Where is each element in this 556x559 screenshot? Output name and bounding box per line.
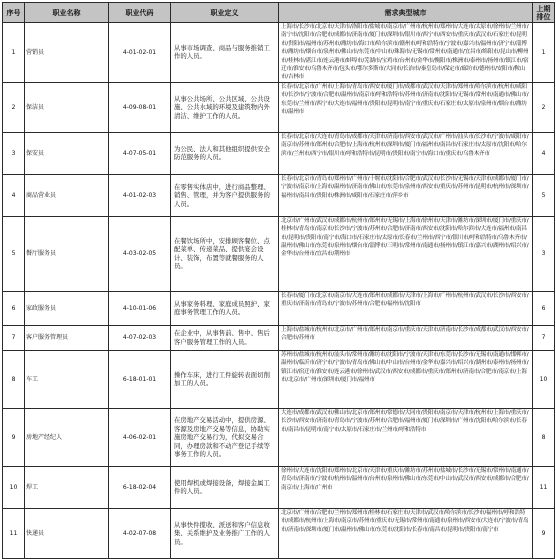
cell-cities: 长春市/厦门市/北京市/南京市/大连市/郑州市/成都市/天津市/上海市/广州市/杭州市/武汉市/长沙市/西安市/重庆市/济南市/青岛市/宁波市/苏州市/合肥市/福州市/沈阳市: [279, 291, 533, 325]
cell-no: 9: [3, 408, 25, 466]
cell-no: 11: [3, 508, 25, 558]
cell-cities: 长春市/北京市/青岛市/郑州市/广州市/十堰市/沈阳市/合肥市/武汉市/长沙市/无锡市/天津市/成都市/厦门市/宁波市/南京市/上海市/温州市/济南市/佛山市/东莞市/泉州市/西安市/重庆市/苏州市/昆明市/杭州市/深圳市/福州市/南昌市/贵阳市/株洲市/咸阳市/石家庄市/萍乡市: [279, 174, 533, 216]
cell-cities: 大连市/成都市/武汉市/佛山市/北京市/郑州市/常德市/大同市/贵阳市/南京市/天津市/杭州市/上海市/重庆市/长沙市/西安市/济南市/青岛市/宁波市/苏州市/合肥市/福州市/厦门市/深圳市/广州市/沈阳市/哈尔滨市/长春市/南昌市/昆明市/南宁市/太原市/石家庄市/兰州市/呼和浩特市: [279, 408, 533, 466]
header-typical-cities: 需求典型城市: [279, 3, 533, 23]
header-occupation-code: 职业代码: [109, 3, 171, 23]
cell-rank: 2: [533, 82, 555, 132]
cell-code: 4-10-01-06: [109, 291, 171, 325]
cell-definition: 从事快件揽收、派送和客户信息收集、关系维护及业务推广工作的人员。: [171, 508, 279, 558]
cell-no: 3: [3, 132, 25, 174]
cell-name: 焊工: [25, 466, 109, 508]
cell-cities: 上海市/盐城市/杭州市/北京市/广州市/郑州市/南京市/重庆市/天津市/济南市/长沙市/成都市/武汉市/西安市/合肥市/苏州市: [279, 325, 533, 350]
cell-no: 7: [3, 325, 25, 350]
cell-name: 快递员: [25, 508, 109, 558]
cell-code: 4-07-05-01: [109, 132, 171, 174]
cell-cities: 徐州市/大连市/沈阳市/郑州市/北京市/天津市/重庆市/潍坊市/苏州市/盐城市/长沙市/无锡市/常州市/南通市/青岛市/济南市/宁波市/杭州市/温州市/台州市/泉州市/佛山市/东莞市/中山市/武汉市/西安市/成都市/合肥市/南京市/上海市/广州市: [279, 466, 533, 508]
cell-definition: 在企业中，从事售前、售中、售后客户服务管理工作的人员。: [171, 325, 279, 350]
cell-cities: 北京市/广州市/合肥市/兰州市/郑州市/桂林市/石家庄市/天津市/武汉市/哈尔滨市/长沙市/福州市/呼和浩特市/成都市/杭州市/上海市/南京市/苏州市/重庆市/无锡市/常州市/南通市/泉州市/西安市/大连市/宁波市/青岛市/济南市/深圳市/厦门市/温州市/佛山市/东莞市/沈阳市/长春市/南昌市/昆明市/贵阳市/南宁市: [279, 508, 533, 558]
cell-no: 6: [3, 291, 25, 325]
cell-definition: 从事市场调查、商品与服务推销工作的人员。: [171, 23, 279, 83]
header-occupation-name: 职业名称: [25, 3, 109, 23]
cell-name: 营销员: [25, 23, 109, 83]
table-row: [3, 350, 555, 408]
table-row: [3, 291, 555, 325]
cell-rank: 6: [533, 291, 555, 325]
cell-name: 家政服务员: [25, 291, 109, 325]
occupation-demand-table: [2, 2, 555, 559]
occupation-demand-page: [2, 2, 554, 559]
cell-name: 餐厅服务员: [25, 216, 109, 291]
table-body: [3, 23, 555, 559]
cell-rank: 3: [533, 216, 555, 291]
table-header: [3, 3, 555, 23]
cell-definition: 操作车床，进行工件旋转表面切削加工的人员。: [171, 350, 279, 408]
cell-code: 4-02-07-08: [109, 508, 171, 558]
table-row: [3, 216, 555, 291]
cell-definition: 在零售实体店中，进行商品整理、销售、管理，并为客户提供服务的人员。: [171, 174, 279, 216]
table-row: [3, 23, 555, 83]
cell-code: 4-07-02-03: [109, 325, 171, 350]
cell-code: 4-01-02-01: [109, 23, 171, 83]
cell-no: 5: [3, 216, 25, 291]
table-row: [3, 82, 555, 132]
cell-rank: 4: [533, 132, 555, 174]
table-row: [3, 325, 555, 350]
table-row: [3, 174, 555, 216]
cell-cities: 苏州市/盐城市/杭州市/汕头市/常州市/潍坊市/沈阳市/宁波市/天津市/东莞市/长沙市/无锡市/南通市/邯郸市/温州市/临沂市/济宁市/宁波市/青岛市/佛山市/中山市/台州市/金华市/嘉兴市/绍兴市/湖州市/泰州市/扬州市/镇江市/宿迁市/淮安市/连云港市/徐州市/武汉市/西安市/成都市/重庆市/郑州市/济南市/合肥市/南京市/上海市/北京市/广州市/深圳市/厦门市/福州市: [279, 350, 533, 408]
cell-rank: 8: [533, 408, 555, 466]
table-row: [3, 508, 555, 558]
cell-no: 10: [3, 466, 25, 508]
cell-cities: 上海市/长沙市/北京市/天津市/洛阳市/盐城市/南京市/广州市/杭州市/郑州市/大连市/太原市/徐州市/兰州市/南宁市/沈阳市/合肥市/成都市/济南市/厦门市/深圳市/银川市/西宁市/西安市/重庆市/武汉市/石家庄市/昆明市/贵阳市/福州市/苏州市/潍坊市/海口市/哈尔滨市/赣州市/呼和浩特市/宁波市/嘉兴市/温州市/济宁市/淄博市/潍坊市/烟台市/泉州市/佛山市/东莞市/中山市/珠海市/无锡市/常州市/南通市/宜昌市/绵阳市/昆山市/柳州市/桂林市/湛江市/连云港市/蚌埠市/芜湖市/宝鸡市/台州市/金华市/衡阳市/株洲市/泰州市/扬州市/镇江市/宿迁市/淮安市/乌鲁木齐市/包头市/鄂尔多斯市/大同市/长治市/秦皇岛市/保定市/廊坊市/德州市/安阳市/鞍山市/吉林市: [279, 23, 533, 83]
cell-no: 1: [3, 23, 25, 83]
cell-cities: 长春市/北京市/大连市/青岛市/成都市/天津市/济南市/西安市/武汉市/广州市/汕头市/长沙市/宁波市/咸阳市/南京市/苏州市/郑州市/合肥市/上海市/杭州市/深圳市/厦门市/福州市/南昌市/石家庄市/太原市/沈阳市/哈尔滨市/兰州市/西宁市/银川市/呼和浩特市/昆明市/贵阳市/南宁市/海口市/重庆市/乌鲁木齐市: [279, 132, 533, 174]
cell-definition: 在房地产交易活动中，提供房源、客源及房地产交易等信息，协助实施房地产交易行为，代拟交易合同，办理房款和不动产登记手续等事务工作的人员。: [171, 408, 279, 466]
cell-definition: 为公民、法人和其他组织提供安全防范服务的人员。: [171, 132, 279, 174]
cell-name: 车工: [25, 350, 109, 408]
cell-code: 6-18-02-04: [109, 466, 171, 508]
cell-definition: 从事公共场所、公共区域、公共设施、公共水域的环境及建筑物内外清洁、维护工作的人员。: [171, 82, 279, 132]
table-row: [3, 466, 555, 508]
cell-cities: 长春市/北京市/广州市/上海市/青岛市/西安市/厦门市/成都市/武汉市/天津市/郑州市/哈尔滨市/杭州市/咸阳市/长沙市/宁波市/合肥市/温州市/南京市/呼和浩特市/苏州市/济南市/沈阳市/无锡市/常州市/南通市/佛山市/东莞市/兰州市/西宁市/大连市/福州市/贵阳市/昆明市/南宁市/重庆市/石家庄市/太原市/泉州市/烟台市/潍坊市/温州市: [279, 82, 533, 132]
cell-no: 4: [3, 174, 25, 216]
cell-no: 8: [3, 350, 25, 408]
cell-code: 4-03-02-05: [109, 216, 171, 291]
cell-definition: 从事家务料理、家庭成员照护、家庭事务管理工作的人员。: [171, 291, 279, 325]
header-occupation-definition: 职业定义: [171, 3, 279, 23]
cell-rank: 5: [533, 174, 555, 216]
table-row: [3, 132, 555, 174]
cell-rank: 10: [533, 350, 555, 408]
cell-name: 商品营业员: [25, 174, 109, 216]
header-no: 序号: [3, 3, 25, 23]
cell-code: 4-01-02-03: [109, 174, 171, 216]
table-row: [3, 408, 555, 466]
cell-rank: 7: [533, 325, 555, 350]
cell-name: 保安员: [25, 132, 109, 174]
header-previous-rank: 上期排位: [533, 3, 555, 23]
cell-name: 客户服务管理员: [25, 325, 109, 350]
cell-code: 4-09-08-01: [109, 82, 171, 132]
cell-rank: 1: [533, 23, 555, 83]
cell-name: 保洁员: [25, 82, 109, 132]
cell-code: 6-18-01-01: [109, 350, 171, 408]
cell-rank: 11: [533, 466, 555, 508]
cell-definition: 在餐饮场所中，安排顾客餐位、点配菜单、传递菜品、提供宴会设计、装饰，布置等就餐服务的人员。: [171, 216, 279, 291]
cell-name: 房地产经纪人: [25, 408, 109, 466]
cell-definition: 使用焊机或焊接设备，焊接金属工件的人员。: [171, 466, 279, 508]
cell-cities: 北京市/广州市/武汉市/成都市/杭州市/郑州市/无锡市/上海市/徐州市/天津市/潍坊市/深圳市/厦门市/重庆市/桂林市/青岛市/南京市/长沙市/宁波市/苏州市/合肥市/济南市/西安市/沈阳市/哈尔滨市/大连市/福州市/南昌市/昆明市/贵阳市/南宁市/海口市/石家庄市/太原市/长春市/兰州市/西宁市/银川市/呼和浩特市/乌鲁木齐市/温州市/佛山市/东莞市/泉州市/烟台市/淄博市/三明市/常州市/南通市/扬州市/镇江市/嘉兴市/湖州市/绍兴市/金华市/台州市/宜昌市/荆州市: [279, 216, 533, 291]
cell-no: 2: [3, 82, 25, 132]
cell-code: 4-06-02-01: [109, 408, 171, 466]
cell-rank: 9: [533, 508, 555, 558]
